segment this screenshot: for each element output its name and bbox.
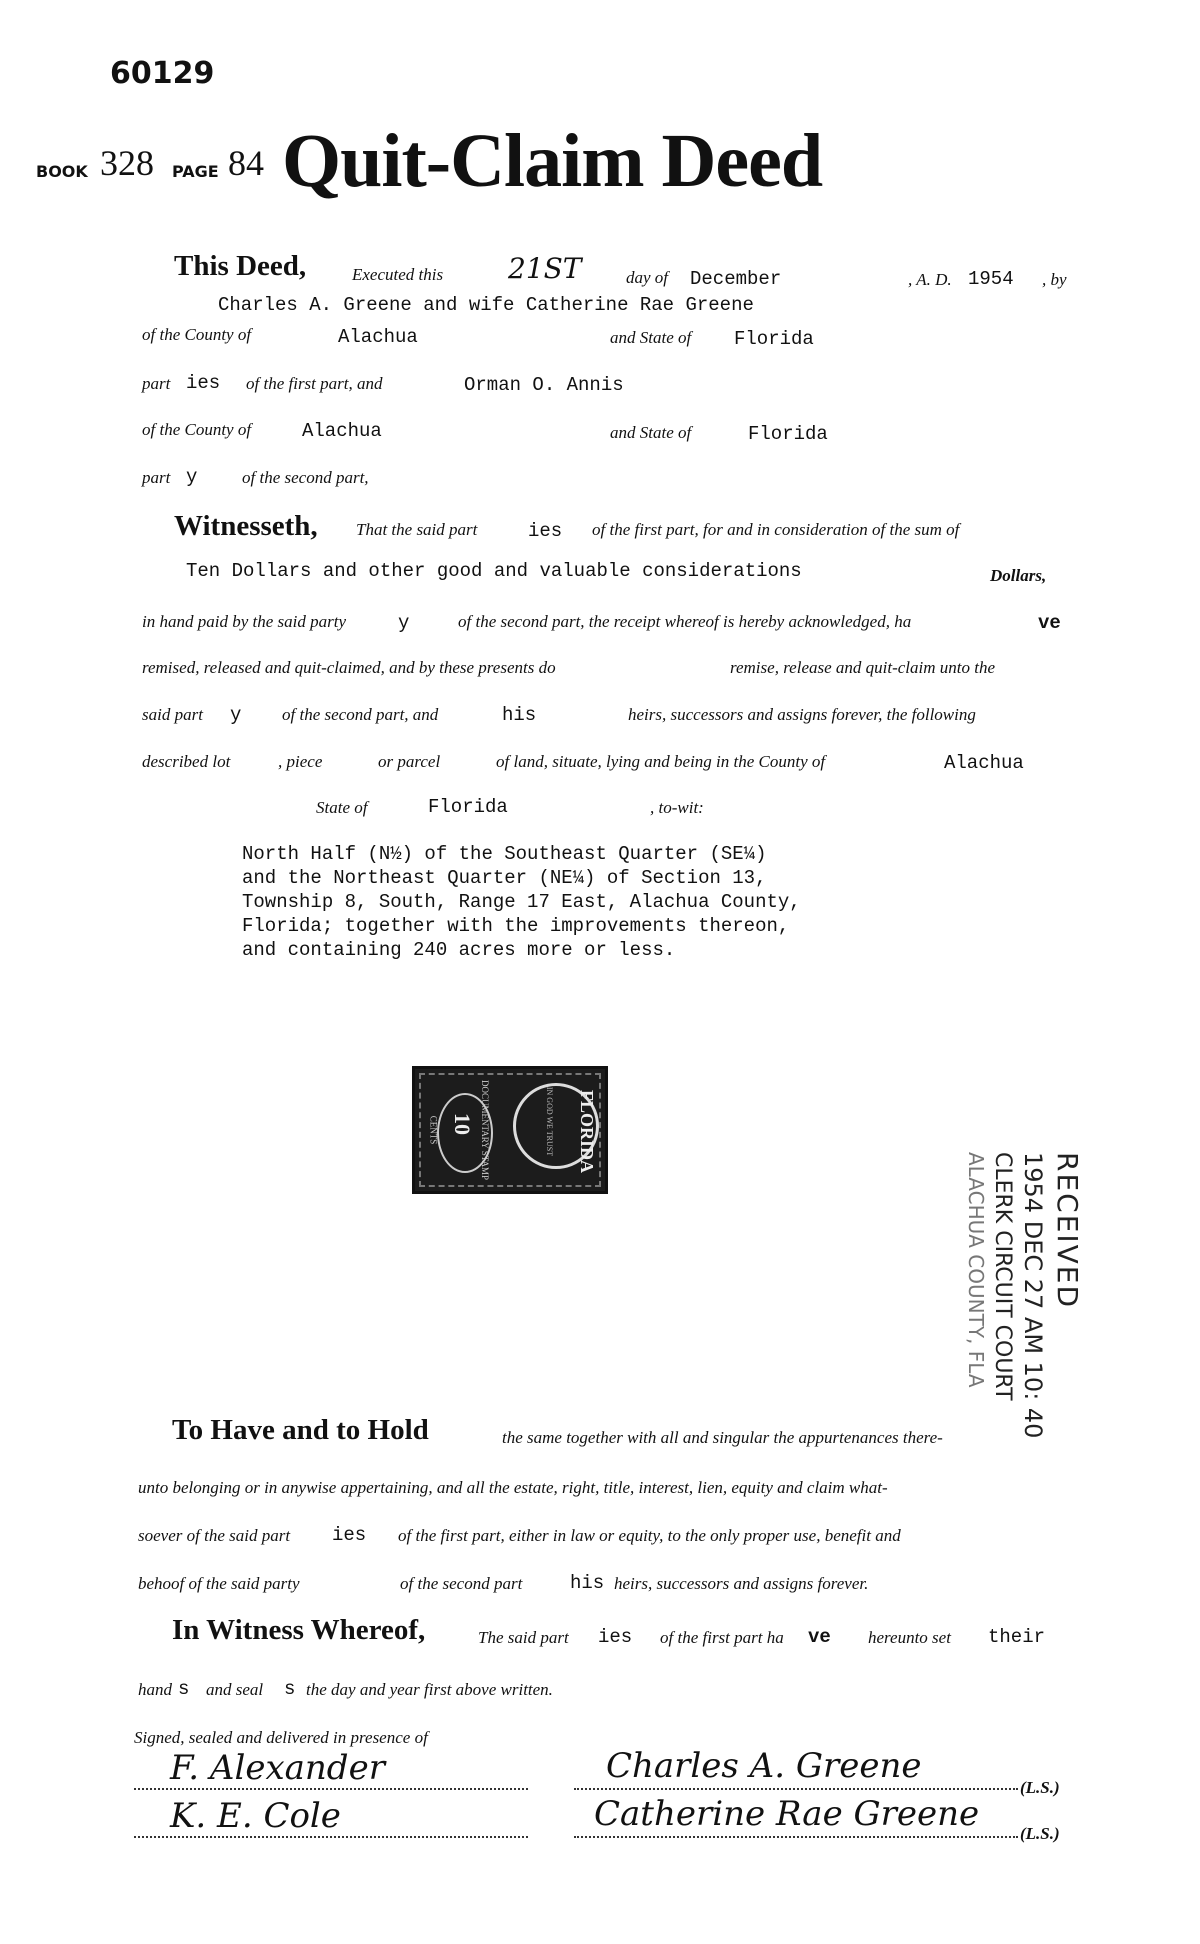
signer-line-2 <box>574 1836 1018 1838</box>
of-county-1-text: of the County of <box>142 325 252 344</box>
witnesseth-lead: Witnesseth, <box>174 510 318 542</box>
habendum-line-1: the same together with all and singular the appurtenances there- <box>502 1428 943 1447</box>
in-witness-line-1f: their <box>988 1626 1046 1648</box>
habendum-line-3a: soever of the said part <box>138 1526 291 1545</box>
legal-description <box>242 842 801 962</box>
witnesseth-line-5c: of the second part, and <box>282 705 439 724</box>
habendum-line-4b: of the second part <box>400 1574 523 1593</box>
and-state-2-text: and State of <box>610 423 692 442</box>
legal-line: and containing 240 acres more or less. <box>242 939 676 961</box>
part-1-text: part <box>142 374 171 393</box>
stamp-state: FLORIDA <box>577 1089 598 1174</box>
grantee-value: Orman O. Annis <box>464 374 624 396</box>
habendum-line-4a: behoof of the said party <box>138 1574 300 1593</box>
stamp-unit: CENTS <box>428 1115 439 1145</box>
month-value: December <box>690 268 782 290</box>
witness-signature-2: K. E. Cole <box>170 1796 341 1836</box>
received-line: 1954 DEC 27 AM 10: 40 <box>1019 1152 1047 1439</box>
ls-2: (L.S.) <box>1020 1824 1060 1843</box>
witnesseth-line-5b: y <box>230 704 242 726</box>
habendum-line-3b: ies <box>332 1524 367 1546</box>
and-state-1-text: and State of <box>610 328 692 347</box>
legal-line: and the Northeast Quarter (NE¼) of Section 13, <box>242 867 767 889</box>
in-witness-line-2b: s <box>178 1678 190 1700</box>
signer-signature-2: Catherine Rae Greene <box>594 1794 980 1834</box>
ls-1: (L.S.) <box>1020 1778 1060 1797</box>
first-part-and-text: of the first part, and <box>246 374 383 393</box>
witness-line-2 <box>134 1836 528 1838</box>
part-2-text: part <box>142 468 171 487</box>
witnesseth-line-4b: remise, release and quit-claim unto the <box>730 658 996 677</box>
in-witness-line-2c: and seal <box>206 1680 264 1699</box>
page-number: 84 <box>228 143 264 183</box>
witnesseth-line-1c: of the first part, for and in consideration of the sum of <box>592 520 960 539</box>
witnesseth-line-4a: remised, released and quit-claimed, and by these presents do <box>142 658 556 677</box>
of-county-2-text: of the County of <box>142 420 252 439</box>
habendum-line-4d: heirs, successors and assigns forever. <box>614 1574 869 1593</box>
legal-line: Township 8, South, Range 17 East, Alachua County, <box>242 891 801 913</box>
book-number: 328 <box>100 143 154 183</box>
county-2-value: Alachua <box>302 420 382 442</box>
in-witness-line-1e: hereunto set <box>868 1628 951 1647</box>
state-2-value: Florida <box>748 423 828 445</box>
witness-line-1 <box>134 1788 528 1790</box>
state-1-value: Florida <box>734 328 814 350</box>
received-line: ALACHUA COUNTY, FLA <box>964 1152 988 1388</box>
witnesseth-line-1b: ies <box>528 520 563 542</box>
instrument-number: 60129 <box>110 56 215 91</box>
in-witness-line-2e: the day and year first above written. <box>306 1680 553 1699</box>
stamp-label: DOCUMENTARY STAMP <box>480 1080 490 1180</box>
part-1-suffix: ies <box>186 372 221 394</box>
day-value: 21ST <box>508 252 582 285</box>
in-witness-line-2a: hand <box>138 1680 172 1699</box>
in-witness-line-1b: ies <box>598 1626 633 1648</box>
documentary-stamp <box>412 1066 608 1194</box>
document-title: Quit-Claim Deed <box>282 119 823 203</box>
state-value: Florida <box>428 796 508 818</box>
in-witness-line-1d: ve <box>808 1626 831 1648</box>
second-part-text: of the second part, <box>242 468 369 487</box>
witnesseth-line-6a: described lot <box>142 752 231 771</box>
in-witness-line-1a: The said part <box>478 1628 569 1647</box>
habendum-line-3c: of the first part, either in law or equity, to the only proper use, benefit and <box>398 1526 901 1545</box>
stamp-value: 10 <box>450 1113 475 1135</box>
habendum-line-4c: his <box>570 1572 605 1594</box>
dollars-text: Dollars, <box>990 566 1047 585</box>
legal-line: Florida; together with the improvements thereon, <box>242 915 790 937</box>
witness-signature-1: F. Alexander <box>170 1748 385 1788</box>
witnesseth-line-5e: heirs, successors and assigns forever, the following <box>628 705 976 724</box>
in-witness-line-2d: s <box>284 1678 296 1700</box>
in-witness-lead: In Witness Whereof, <box>172 1614 426 1646</box>
legal-line: North Half (N½) of the Southeast Quarter (SE¼) <box>242 843 767 865</box>
habendum-line-2: unto belonging or in anywise appertaining, and all the estate, right, title, interest, lien, equity and claim what- <box>138 1478 888 1497</box>
page-label: PAGE <box>172 162 219 181</box>
witnesseth-line-1a: That the said part <box>356 520 478 539</box>
witnesseth-line-6c: or parcel <box>378 752 441 771</box>
this-deed-lead: This Deed, <box>174 250 307 282</box>
county-value: Alachua <box>944 752 1024 774</box>
received-line: RECEIVED <box>1051 1152 1084 1310</box>
grantors-value: Charles A. Greene and wife Catherine Rae Greene <box>218 294 754 316</box>
witnesseth-line-3d: ve <box>1038 612 1061 634</box>
stamp-motto: IN GOD WE TRUST <box>545 1086 555 1157</box>
county-1-value: Alachua <box>338 326 418 348</box>
witnesseth-line-6d: of land, situate, lying and being in the County of <box>496 752 826 771</box>
signer-line-1 <box>574 1788 1018 1790</box>
witnesseth-line-3c: of the second part, the receipt whereof is hereby acknowledged, ha <box>458 612 912 631</box>
executed-this-text: Executed this <box>352 265 444 284</box>
witnesseth-line-3b: y <box>398 612 410 634</box>
year-value: 1954 <box>968 268 1014 290</box>
by-text: , by <box>1042 270 1067 289</box>
day-of-text: day of <box>626 268 669 287</box>
witnesseth-line-3a: in hand paid by the said party <box>142 612 346 631</box>
witnesseth-line-5d: his <box>502 704 537 726</box>
signer-signature-1: Charles A. Greene <box>606 1746 922 1786</box>
book-label: BOOK <box>36 162 88 181</box>
state-of-text: State of <box>316 798 368 817</box>
witnesseth-line-6b: , piece <box>278 752 323 771</box>
part-2-suffix: y <box>186 466 198 488</box>
in-witness-line-1c: of the first part ha <box>660 1628 784 1647</box>
presence-text: Signed, sealed and delivered in presence of <box>134 1728 428 1747</box>
received-line: CLERK CIRCUIT COURT <box>990 1152 1015 1401</box>
consideration-value: Ten Dollars and other good and valuable considerations <box>186 560 802 582</box>
witnesseth-line-5a: said part <box>142 705 203 724</box>
ad-text: , A. D. <box>908 270 952 289</box>
to-wit-text: , to-wit: <box>650 798 704 817</box>
habendum-lead: To Have and to Hold <box>172 1414 429 1446</box>
